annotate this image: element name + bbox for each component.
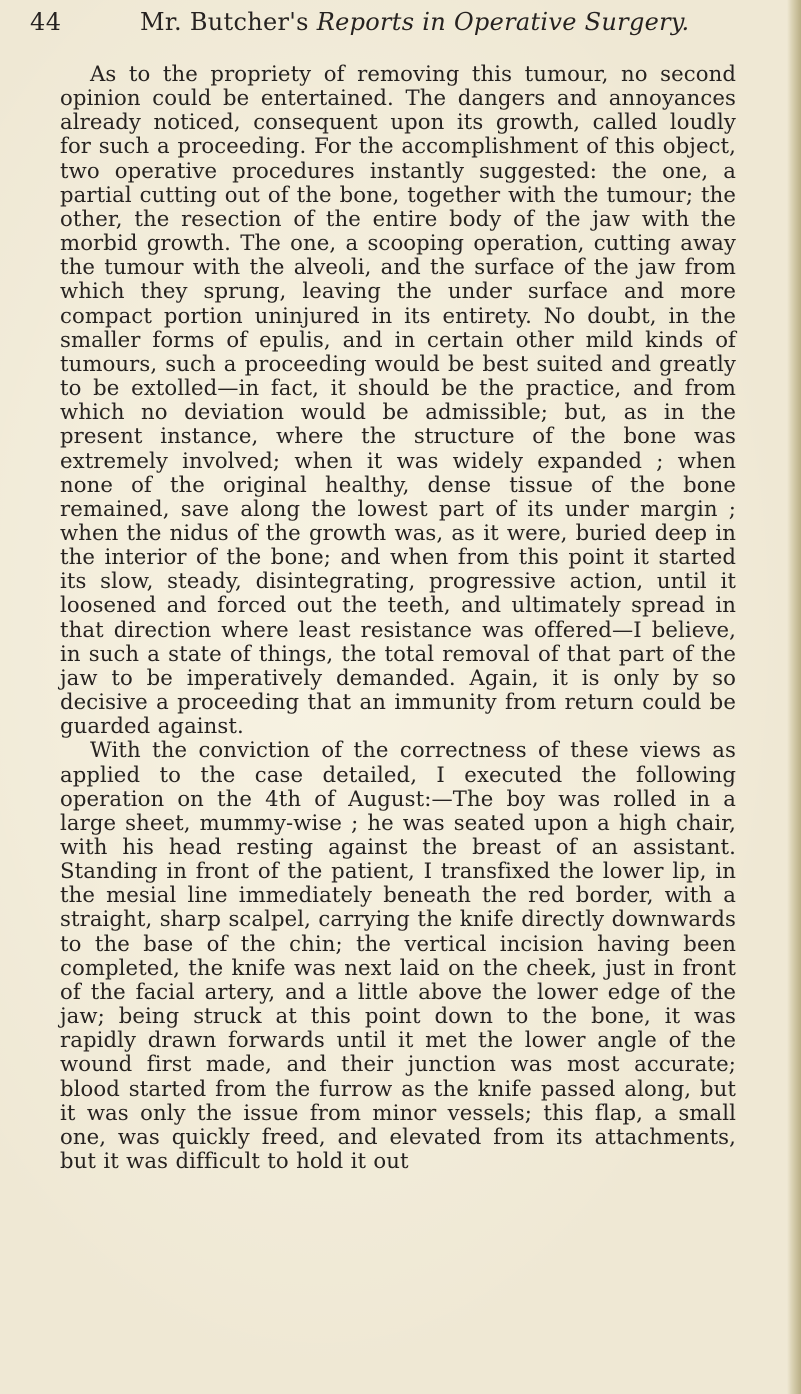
- paragraph-2: With the conviction of the correctness of these views as applied to the case detailed, I executed the following operation on the 4th of August:—The boy was rolled in a large sheet, mummy-wise ; he was seated upon a high chair, with his head resting against the breast of an assistant. Standing in front of the patient, I transfixed the lower lip, in the mesial line immediately beneath the red border, with a straight, sharp scalpel, carrying the knife directly downwards to the base of the chin; the vertical incision having been completed, the knife was next laid on the cheek, just in front of the facial artery, and a little above the lower edge of the jaw; being struck at this point down to the bone, it was rapidly drawn forwards until it met the lower angle of the wound first made, and their junction was most accurate; blood started from the furrow as the knife passed along, but it was only the issue from minor vessels; this flap, a small one, was quickly freed, and elevated from its attachments, but it was difficult to hold it out: [60, 737, 736, 1174]
- paragraph-1: As to the propriety of removing this tumour, no second opinion could be entertained. The dangers and annoyances already noticed, consequent upon its growth, called loudly for such a proceeding. For the accomplishment of this object, two operative procedures instantly suggested: the one, a partial cutting out of the bone, together with the tumour; the other, the resection of the entire body of the jaw with the morbid growth. The one, a scooping operation, cutting away the tumour with the alveoli, and the surface of the jaw from which they sprung, leaving the under surface and more compact portion uninjured in its entirety. No doubt, in the smaller forms of epulis, and in certain other mild kinds of tumours, such a proceeding would be best suited and greatly to be extolled—in fact, it should be the practice, and from which no deviation would be admissible; but, as in the present instance, where the structure of the bone was extremely involved; when it was widely expanded ; when none of the original healthy, dense tissue of the bone remained, save along the lowest part of its under margin ; when the nidus of the growth was, as it were, buried deep in the interior of the bone; and when from this point it started its slow, steady, disintegrating, progressive action, until it loosened and forced out the teeth, and ultimately spread in that direction where least resistance was offered—I believe, in such a state of things, the total removal of that part of the jaw to be imperatively demanded. Again, it is only by so decisive a proceeding that an immunity from return could be guarded against.: [60, 61, 736, 739]
- page-edge-shadow: [787, 0, 801, 1394]
- running-title-author: Mr. Butcher's: [140, 8, 317, 36]
- page-number: 44: [30, 8, 62, 36]
- running-title: [140, 8, 690, 36]
- body-text: [60, 62, 736, 1173]
- page-header: [30, 2, 770, 50]
- running-title-work: Reports in Operative Surgery.: [316, 8, 690, 36]
